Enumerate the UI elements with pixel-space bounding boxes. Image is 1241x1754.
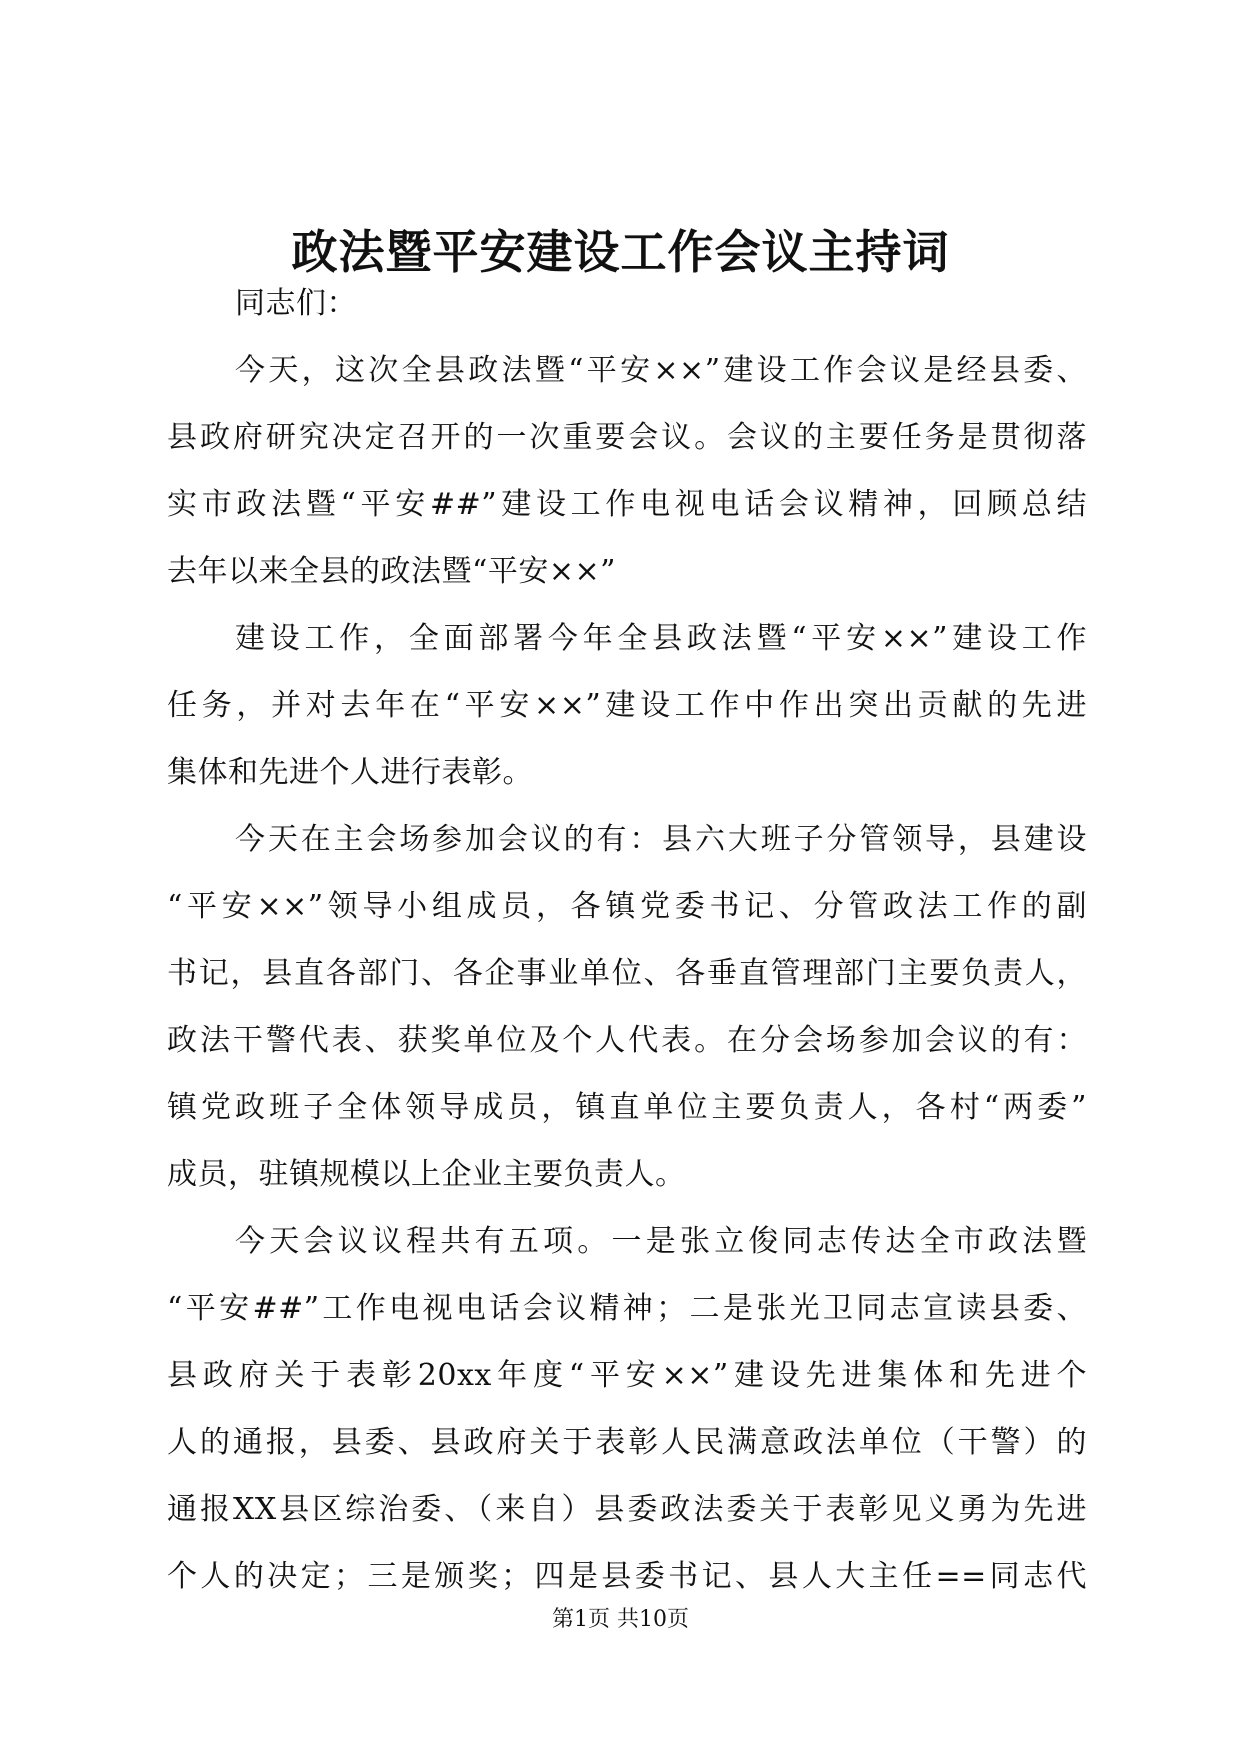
body-line: 集体和先进个人进行表彰。	[167, 755, 533, 790]
body-line: “平安××”领导小组成员，各镇党委书记、分管政法工作的副	[167, 889, 1087, 924]
body-line: 政法干警代表、获奖单位及个人代表。在分会场参加会议的有：	[167, 1023, 1087, 1058]
body-line: “平安##”工作电视电话会议精神；二是张光卫同志宣读县委、	[167, 1291, 1087, 1326]
body-line: 县政府研究决定召开的一次重要会议。会议的主要任务是贯彻落	[167, 420, 1087, 455]
body-line: 今天，这次全县政法暨“平安××”建设工作会议是经县委、	[235, 353, 1087, 388]
body-line: 个人的决定；三是颁奖；四是县委书记、县人大主任==同志代	[167, 1559, 1087, 1594]
body-line: 通报XX县区综治委、（来自）县委政法委关于表彰见义勇为先进	[167, 1492, 1087, 1527]
body-line: 县政府关于表彰20xx年度“平安××”建设先进集体和先进个	[167, 1358, 1087, 1393]
body-line: 今天会议议程共有五项。一是张立俊同志传达全市政法暨	[235, 1224, 1087, 1259]
body-line: 建设工作，全面部署今年全县政法暨“平安××”建设工作	[235, 621, 1087, 656]
body-line: 实市政法暨“平安##”建设工作电视电话会议精神，回顾总结	[167, 487, 1087, 522]
body-line: 成员，驻镇规模以上企业主要负责人。	[167, 1157, 686, 1192]
document-body	[167, 270, 1087, 1610]
body-line: 任务，并对去年在“平安××”建设工作中作出突出贡献的先进	[167, 688, 1087, 723]
body-line: 今天在主会场参加会议的有：县六大班子分管领导，县建设	[235, 822, 1087, 857]
body-line: 镇党政班子全体领导成员，镇直单位主要负责人，各村“两委”	[167, 1090, 1087, 1125]
document-title: 政法暨平安建设工作会议主持词	[291, 225, 950, 279]
body-line: 人的通报，县委、县政府关于表彰人民满意政法单位（干警）的	[167, 1425, 1087, 1460]
page-footer: 第1页 共10页	[552, 1607, 689, 1632]
body-line: 书记，县直各部门、各企事业单位、各垂直管理部门主要负责人，	[167, 956, 1087, 991]
salutation: 同志们：	[235, 286, 357, 321]
body-line: 去年以来全县的政法暨“平安××”	[167, 554, 616, 589]
